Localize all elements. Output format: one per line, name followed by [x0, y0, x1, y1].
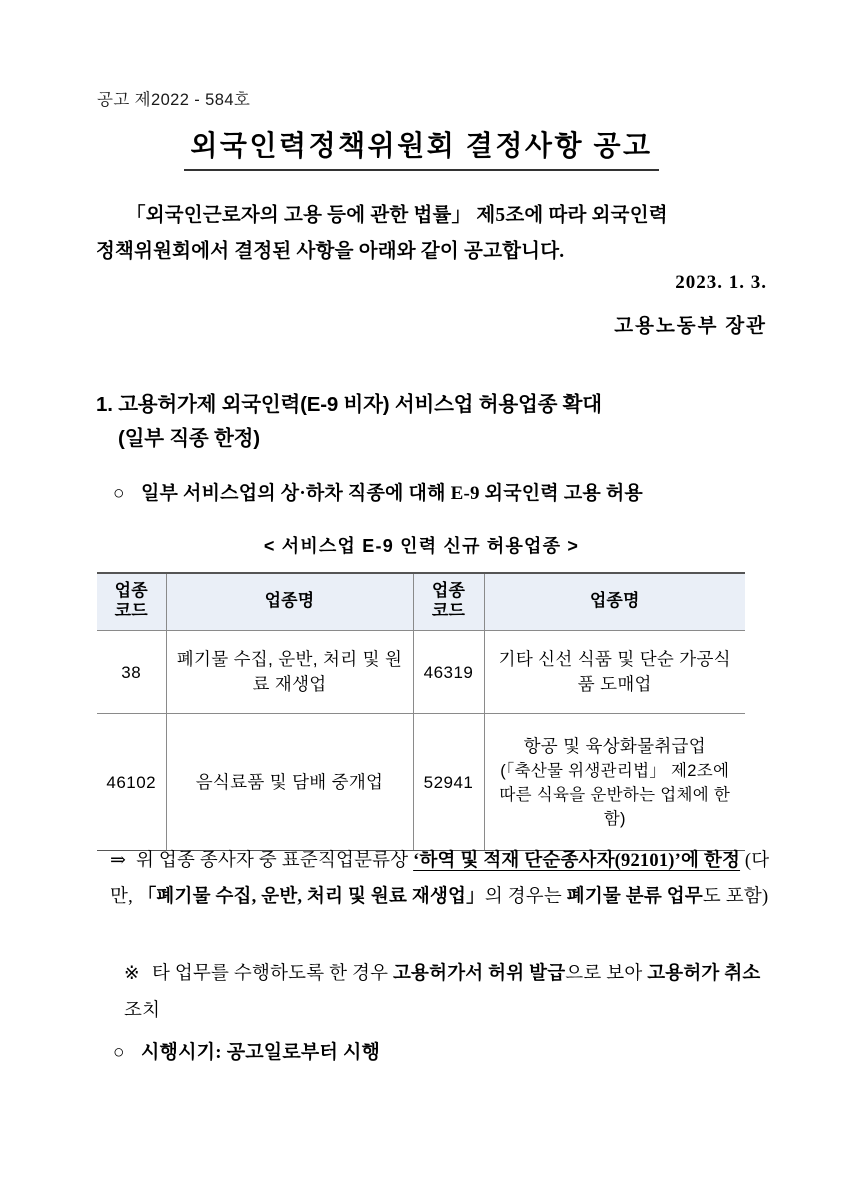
- arrow-note-bold-2: 폐기물 분류 업무: [566, 887, 703, 907]
- bullet-item-allowance: [113, 478, 643, 505]
- section-1-heading: [96, 388, 786, 456]
- intro-line-2: 정책위원회에서 결정된 사항을 아래와 같이 공고합니다.: [96, 241, 565, 262]
- column-header-code-1-line-2: 코드: [114, 601, 148, 620]
- section-1-heading-line-2: (일부 직종 한정): [118, 427, 260, 450]
- column-header-code-1: [97, 573, 166, 631]
- cell-name-2: 기타 신선 식품 및 단순 가공식품 도매업: [484, 631, 745, 714]
- arrow-note-underlined: ‘하역 및 적재 단순종사자(92101)’에 한정: [413, 851, 741, 871]
- cell-code-1: 38: [97, 631, 166, 714]
- circle-bullet-icon: ○: [113, 1042, 125, 1063]
- table-row: [97, 631, 745, 714]
- table-row: [97, 714, 745, 851]
- cell-code-1: 46102: [97, 714, 166, 851]
- arrow-note-part-3: 의 경우는: [484, 887, 567, 907]
- column-header-code-1-line-1: 업종: [114, 581, 148, 600]
- cell-name-2: [484, 714, 745, 851]
- bullet-timing-text: 시행시기: 공고일로부터 시행: [141, 1042, 381, 1063]
- table-header-row: [97, 573, 745, 631]
- cell-name-1: 폐기물 수집, 운반, 처리 및 원료 재생업: [166, 631, 413, 714]
- announcement-date: 2023. 1. 3.: [675, 272, 767, 293]
- arrow-note-part-1: 위 업종 종사자 중 표준직업분류상: [136, 851, 414, 871]
- asterisk-note-part-2: 으로 보아: [565, 964, 648, 984]
- intro-paragraph: [96, 198, 768, 270]
- asterisk-note-part-3: 조치: [124, 1001, 161, 1021]
- asterisk-note: [124, 956, 774, 1030]
- allowed-industries-table-container: [97, 572, 745, 851]
- arrow-note-part-4: 도 포함): [702, 887, 769, 907]
- column-header-name-1: 업종명: [166, 573, 413, 631]
- reference-mark-icon: ※: [124, 964, 140, 984]
- asterisk-note-bold-2: 고용허가 취소: [647, 964, 761, 984]
- asterisk-note-bold-1: 고용허가서 허위 발급: [392, 964, 566, 984]
- arrow-note-part-2: (다만,: [110, 851, 770, 907]
- cell-name-1: 음식료품 및 담배 중개업: [166, 714, 413, 851]
- cell-name-2-main: 항공 및 육상화물취급업: [523, 735, 706, 756]
- bullet-item-timing: [113, 1037, 380, 1064]
- table-body: [97, 631, 745, 851]
- table-header: [97, 573, 745, 631]
- arrow-note: [110, 843, 774, 915]
- table-caption: < 서비스업 E-9 인력 신규 허용업종 >: [263, 536, 580, 556]
- section-1-heading-line-1: 1. 고용허가제 외국인력(E-9 비자) 서비스업 허용업종 확대: [96, 393, 602, 416]
- signer-title: 고용노동부 장관: [614, 316, 767, 337]
- arrow-note-bold-1: 「폐기물 수집, 운반, 처리 및 원료 재생업」: [137, 887, 485, 907]
- allowed-industries-table: [97, 572, 745, 851]
- column-header-code-2-line-2: 코드: [431, 601, 466, 620]
- asterisk-note-part-1: 타 업무를 수행하도록 한 경우: [152, 964, 393, 984]
- page-title: 외국인력정책위원회 결정사항 공고: [184, 124, 658, 171]
- bullet-allowance-text: 일부 서비스업의 상·하차 직종에 대해 E-9 외국인력 고용 허용: [141, 483, 643, 504]
- document-title-container: [0, 124, 843, 171]
- column-header-name-2: 업종명: [484, 573, 745, 631]
- cell-code-2: 52941: [413, 714, 484, 851]
- cell-name-2-sub: (「축산물 위생관리법」 제2조에 따른 식육을 운반하는 업체에 한함): [499, 761, 731, 828]
- intro-line-1: 「외국인근로자의 고용 등에 관한 법률」 제5조에 따라 외국인력: [126, 205, 668, 226]
- circle-bullet-icon: ○: [113, 483, 125, 504]
- document-number: 공고 제2022 - 584호: [97, 91, 251, 109]
- cell-code-2: 46319: [413, 631, 484, 714]
- column-header-code-2-line-1: 업종: [431, 581, 466, 600]
- column-header-code-2: [413, 573, 484, 631]
- double-arrow-icon: ⇒: [110, 850, 127, 871]
